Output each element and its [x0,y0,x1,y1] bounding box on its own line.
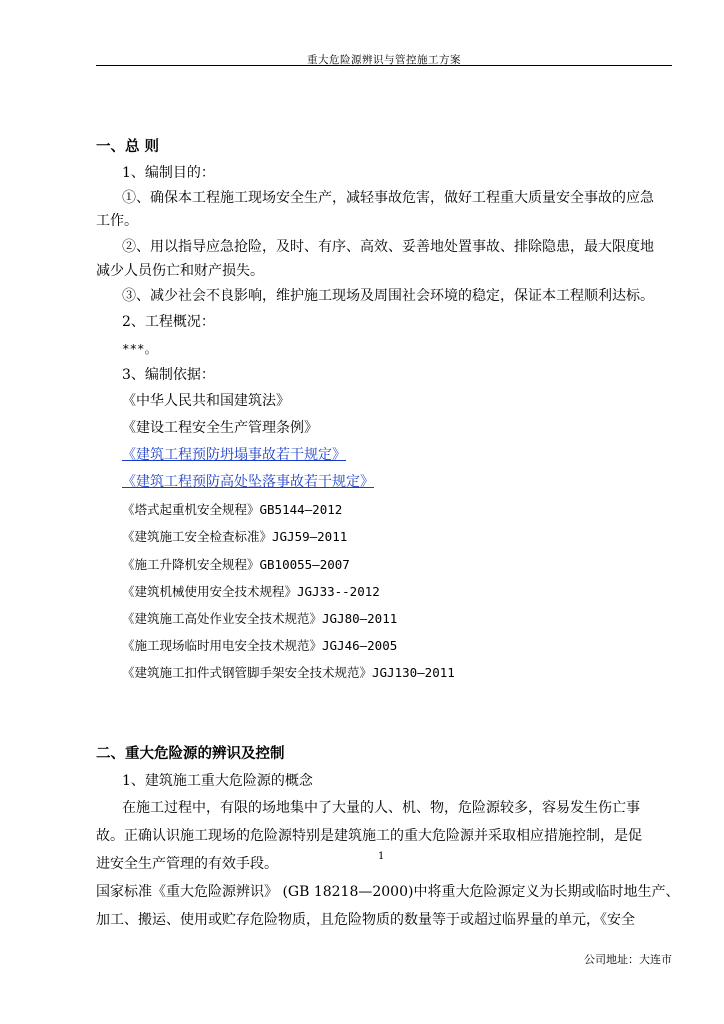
reference-item: 《施工升降机安全规程》GB10055—2007 [122,557,350,572]
footer-address: 公司地址：大连市 [584,953,672,966]
paragraph-1-line-1: ①、确保本工程施工现场安全生产，减轻事故危害，做好工程重大质量安全事故的应急 [122,190,654,206]
section-2-paragraph-2-line-1: 国家标准《重大危险源辨识》 (GB 18218—2000)中将重大危险源定义为长期或临时地生产、 [96,884,680,900]
paragraph-3-line-1: ③、减少社会不良影响，维护施工现场及周围社会环境的稳定，保证本工程顺利达标。 [122,288,654,304]
paragraph-2-line-1: ②、用以指导应急抢险，及时、有序、高效、妥善地处置事故、排除隐患，最大限度地 [122,239,654,255]
item-2-body: ***。 [122,341,158,356]
section-1-heading: 一、总 则 [96,138,160,155]
paragraph-1-line-2: 工作。 [96,213,138,229]
section-2-paragraph-2-line-2: 加工、搬运、使用或贮存危险物质，且危险物质的数量等于或超过临界量的单元，《安全 [96,912,635,928]
reference-item: 《建筑施工高处作业安全技术规范》JGJ80—2011 [122,611,398,626]
item-2-title: 2、工程概况： [122,314,215,330]
reference-item: 《施工现场临时用电安全技术规范》JGJ46—2005 [122,638,398,653]
page-header: 重大危险源辨识与管控施工方案 [307,54,461,66]
reference-link[interactable]: 《建筑工程预防高处坠落事故若干规定》 [122,474,374,490]
reference-item: 《建设工程安全生产管理条例》 [122,420,318,436]
paragraph-2-line-2: 减少人员伤亡和财产损失。 [96,263,264,279]
reference-link[interactable]: 《建筑工程预防坍塌事故若干规定》 [122,447,346,463]
reference-item: 《建筑施工扣件式钢管脚手架安全技术规范》JGJ130—2011 [122,665,455,680]
section-2-paragraph-1-line-3: 进安全生产管理的有效手段。 [96,856,278,872]
section-2-paragraph-1-line-1: 在施工过程中，有限的场地集中了大量的人、机、物，危险源较多，容易发生伤亡事 [122,800,640,816]
reference-item: 《建筑机械使用安全技术规程》JGJ33--2012 [122,584,380,599]
section-2-paragraph-1-line-2: 故。正确认识施工现场的危险源特别是建筑施工的重大危险源并采取相应措施控制，是促 [96,828,642,844]
item-3-title: 3、编制依据： [122,367,215,383]
reference-item: 《中华人民共和国建筑法》 [122,393,290,409]
item-1-title: 1、编制目的： [122,165,215,181]
header-rule [96,65,672,66]
reference-item: 《建筑施工安全检查标准》JGJ59—2011 [122,529,348,544]
reference-item: 《塔式起重机安全规程》GB5144—2012 [122,502,343,517]
page-number: 1 [378,851,385,862]
section-2-heading: 二、重大危险源的辨识及控制 [96,745,285,762]
section-2-item-1-title: 1、建筑施工重大危险源的概念 [122,773,313,789]
